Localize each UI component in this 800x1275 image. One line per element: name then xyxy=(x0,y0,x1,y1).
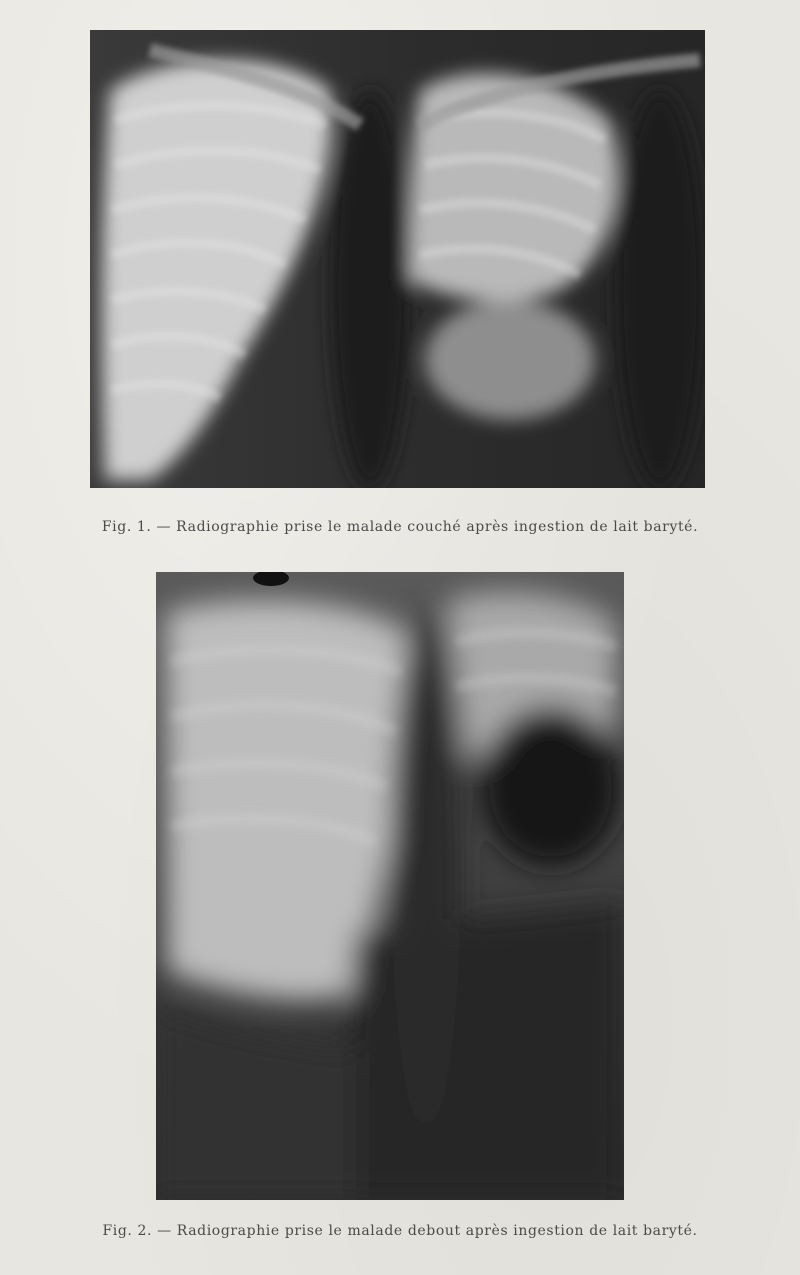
figure-2-caption: Fig. 2. — Radiographie prise le malade debout après ingestion de lait baryté. xyxy=(102,1223,698,1239)
figure-1-radiograph xyxy=(90,30,705,488)
figure-1-radiograph-drawing xyxy=(90,30,705,488)
figure-2-radiograph-drawing xyxy=(156,572,624,1200)
figure-2-radiograph xyxy=(156,572,624,1200)
figure-1-caption: Fig. 1. — Radiographie prise le malade couché après ingestion de lait baryté. xyxy=(101,519,699,535)
